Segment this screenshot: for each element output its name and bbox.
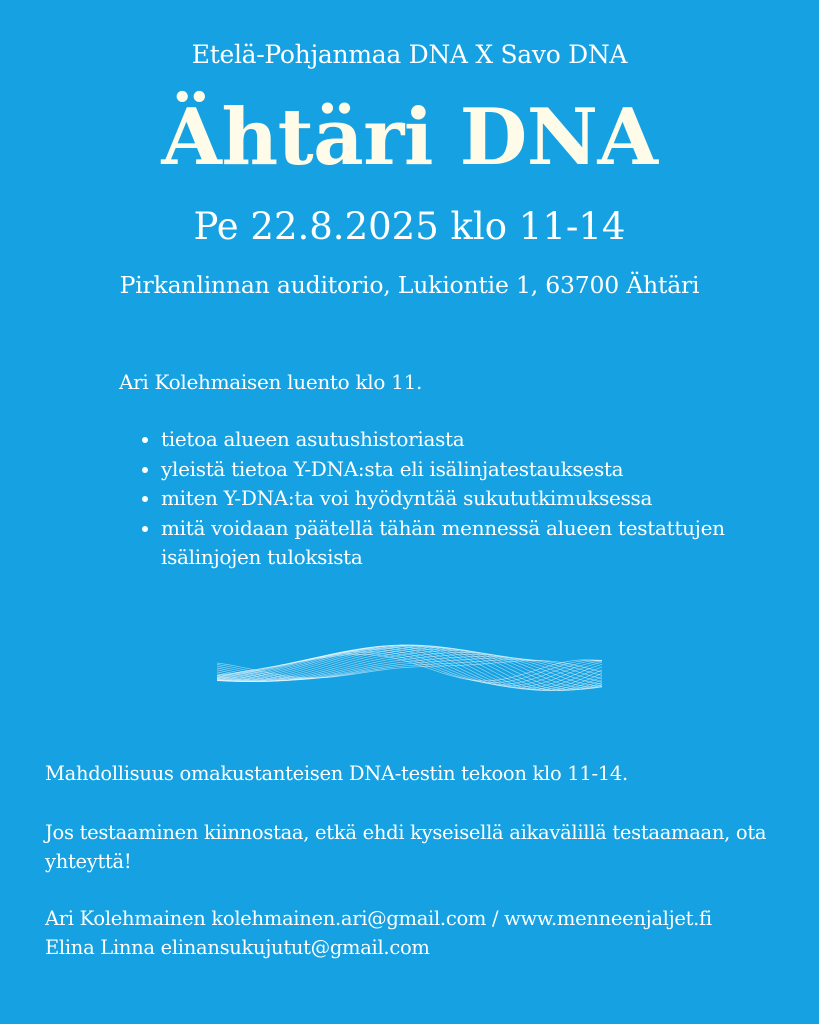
- lecture-topic: • mitä voidaan päätellä tähän mennessä alueen testattujen isälinjojen tuloksista: [161, 514, 739, 573]
- contact-ari: Ari Kolehmainen kolehmainen.ari@gmail.com / www.menneenjaljet.fi: [45, 907, 712, 930]
- event-subtitle: Etelä-Pohjanmaa DNA X Savo DNA: [191, 40, 628, 69]
- testing-info: Mahdollisuus omakustanteisen DNA-testin tekoon klo 11-14.: [45, 762, 628, 785]
- contact-list: [45, 904, 712, 962]
- dna-wave-icon: [215, 630, 605, 700]
- event-title: Ähtäri DNA: [161, 92, 658, 183]
- lecture-topic: • yleistä tietoa Y-DNA:sta eli isälinjatestauksesta: [161, 455, 739, 485]
- lecture-intro: Ari Kolehmaisen luento klo 11.: [119, 370, 423, 394]
- contact-note: Jos testaaminen kiinnostaa, etkä ehdi kyseisellä aikavälillä testaamaan, ota yhteyttä!: [45, 821, 767, 873]
- lecture-topics-list: [119, 425, 739, 573]
- lecture-topic: • tietoa alueen asutushistoriasta: [161, 425, 739, 455]
- event-date: Pe 22.8.2025 klo 11-14: [193, 205, 626, 248]
- lecture-topic: • miten Y-DNA:ta voi hyödyntää sukututkimuksessa: [161, 484, 739, 514]
- event-location: Pirkanlinnan auditorio, Lukiontie 1, 63700 Ähtäri: [119, 271, 700, 299]
- contact-elina: Elina Linna elinansukujutut@gmail.com: [45, 936, 430, 959]
